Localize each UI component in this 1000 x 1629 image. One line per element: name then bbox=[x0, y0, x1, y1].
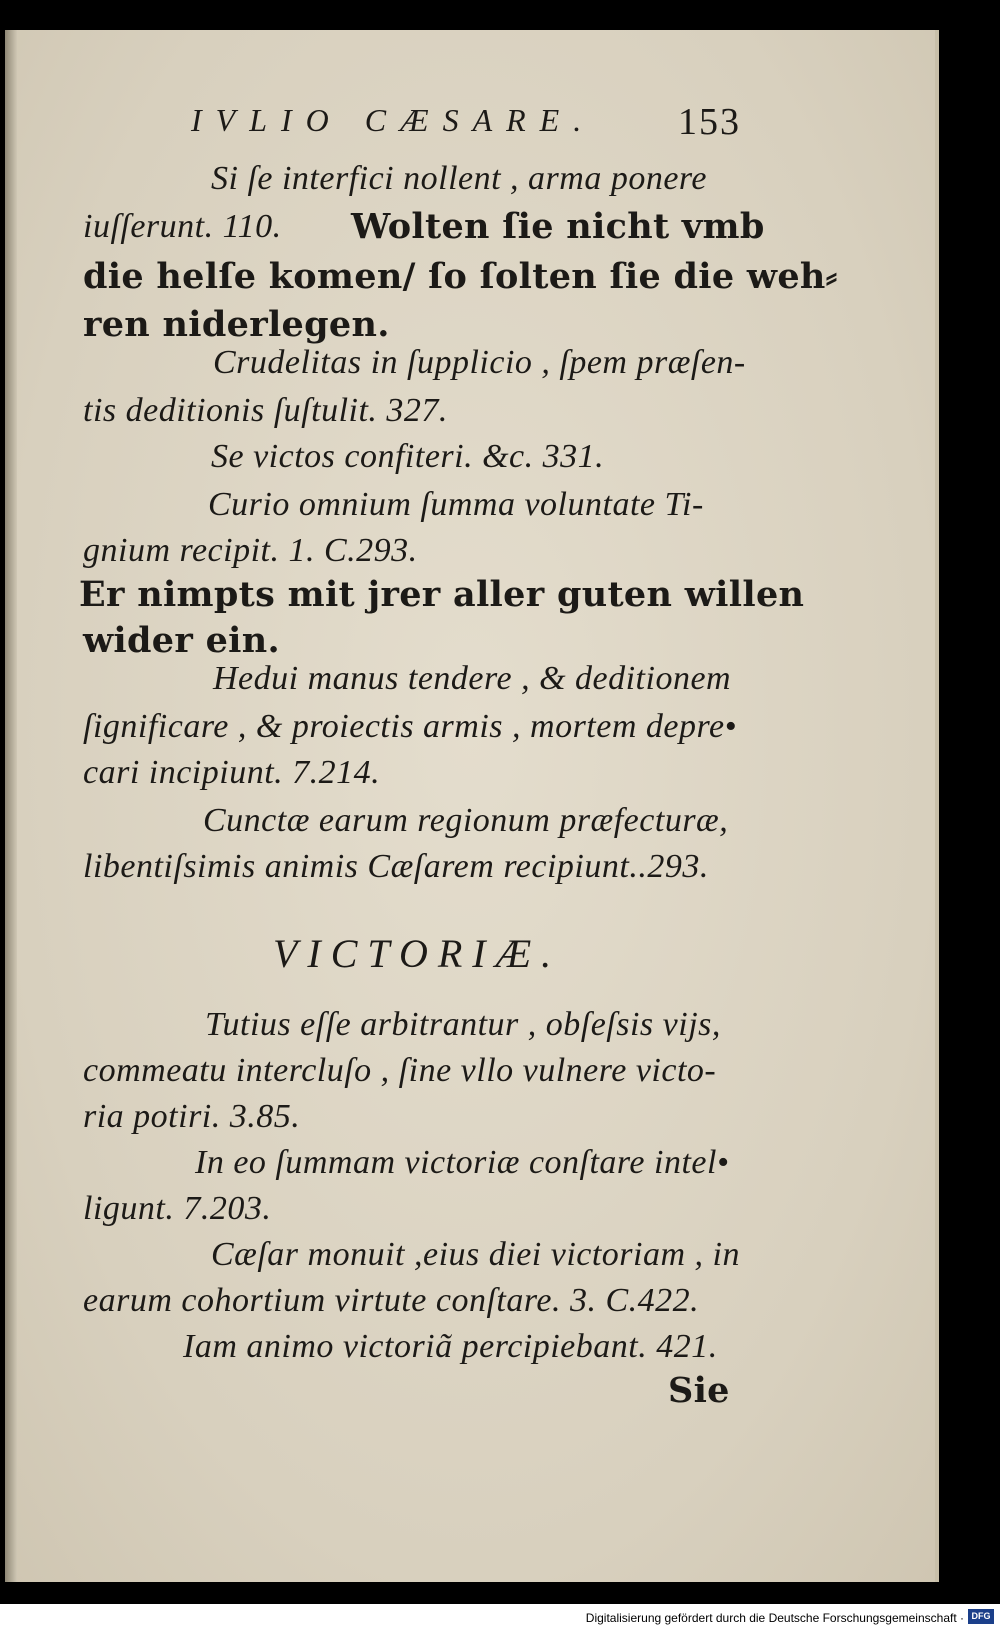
fraktur-line: die helſe komen/ ſo ſolten ſie die weh⸗ bbox=[83, 256, 838, 297]
book-page bbox=[5, 30, 939, 1582]
text-line: Si ſe interfici nollent , arma ponere bbox=[211, 160, 707, 197]
fraktur-line: Er nimpts mit jrer aller guten willen bbox=[79, 574, 805, 615]
text-line: Cunctæ earum regionum præfecturæ, bbox=[203, 802, 729, 839]
text-line: ſignificare , & proiectis armis , mortem depre• bbox=[83, 708, 737, 745]
dfg-logo: DFG bbox=[968, 1609, 994, 1624]
catchword: Sie bbox=[668, 1370, 730, 1411]
page-spine-shadow bbox=[5, 30, 17, 1582]
text-line: tis deditionis ſuſtulit. 327. bbox=[83, 392, 448, 429]
text-line: gnium recipit. 1. C.293. bbox=[83, 532, 418, 569]
text-line: Crudelitas in ſupplicio , ſpem præſen- bbox=[213, 344, 746, 381]
text-line: In eo ſummam victoriæ conſtare intel• bbox=[195, 1144, 730, 1181]
text-line: commeatu intercluſo , ſine vllo vulnere victo- bbox=[83, 1052, 717, 1089]
text-line: Se victos confiteri. &c. 331. bbox=[211, 438, 605, 475]
fraktur-line: wider ein. bbox=[83, 620, 280, 661]
footer-credit: Digitalisierung gefördert durch die Deutsche Forschungsgemeinschaft · bbox=[585, 1611, 964, 1625]
text-line: iuſſerunt. 110. bbox=[83, 208, 282, 245]
text-line: Tutius eſſe arbitrantur , obſeſsis vijs, bbox=[205, 1006, 721, 1043]
fraktur-line: ren niderlegen. bbox=[83, 304, 390, 345]
text-line: Hedui manus tendere , & deditionem bbox=[213, 660, 732, 697]
text-line: cari incipiunt. 7.214. bbox=[83, 754, 381, 791]
text-line: ria potiri. 3.85. bbox=[83, 1098, 301, 1135]
section-heading: VICTORIÆ. bbox=[273, 931, 562, 976]
page-number: 153 bbox=[678, 101, 741, 143]
fraktur-line: Wolten ſie nicht vmb bbox=[351, 206, 765, 247]
running-title: IVLIO CÆSARE. bbox=[191, 102, 596, 138]
text-line: Cæſar monuit ,eius diei victoriam , in bbox=[211, 1236, 740, 1273]
text-line: earum cohortium virtute conſtare. 3. C.422. bbox=[83, 1282, 700, 1319]
text-line: Curio omnium ſumma voluntate Ti- bbox=[208, 486, 704, 523]
text-line: Iam animo victoriã percipiebant. 421. bbox=[183, 1328, 718, 1365]
text-line: ligunt. 7.203. bbox=[83, 1190, 272, 1227]
text-line: libentiſsimis animis Cæſarem recipiunt..293. bbox=[83, 848, 709, 885]
